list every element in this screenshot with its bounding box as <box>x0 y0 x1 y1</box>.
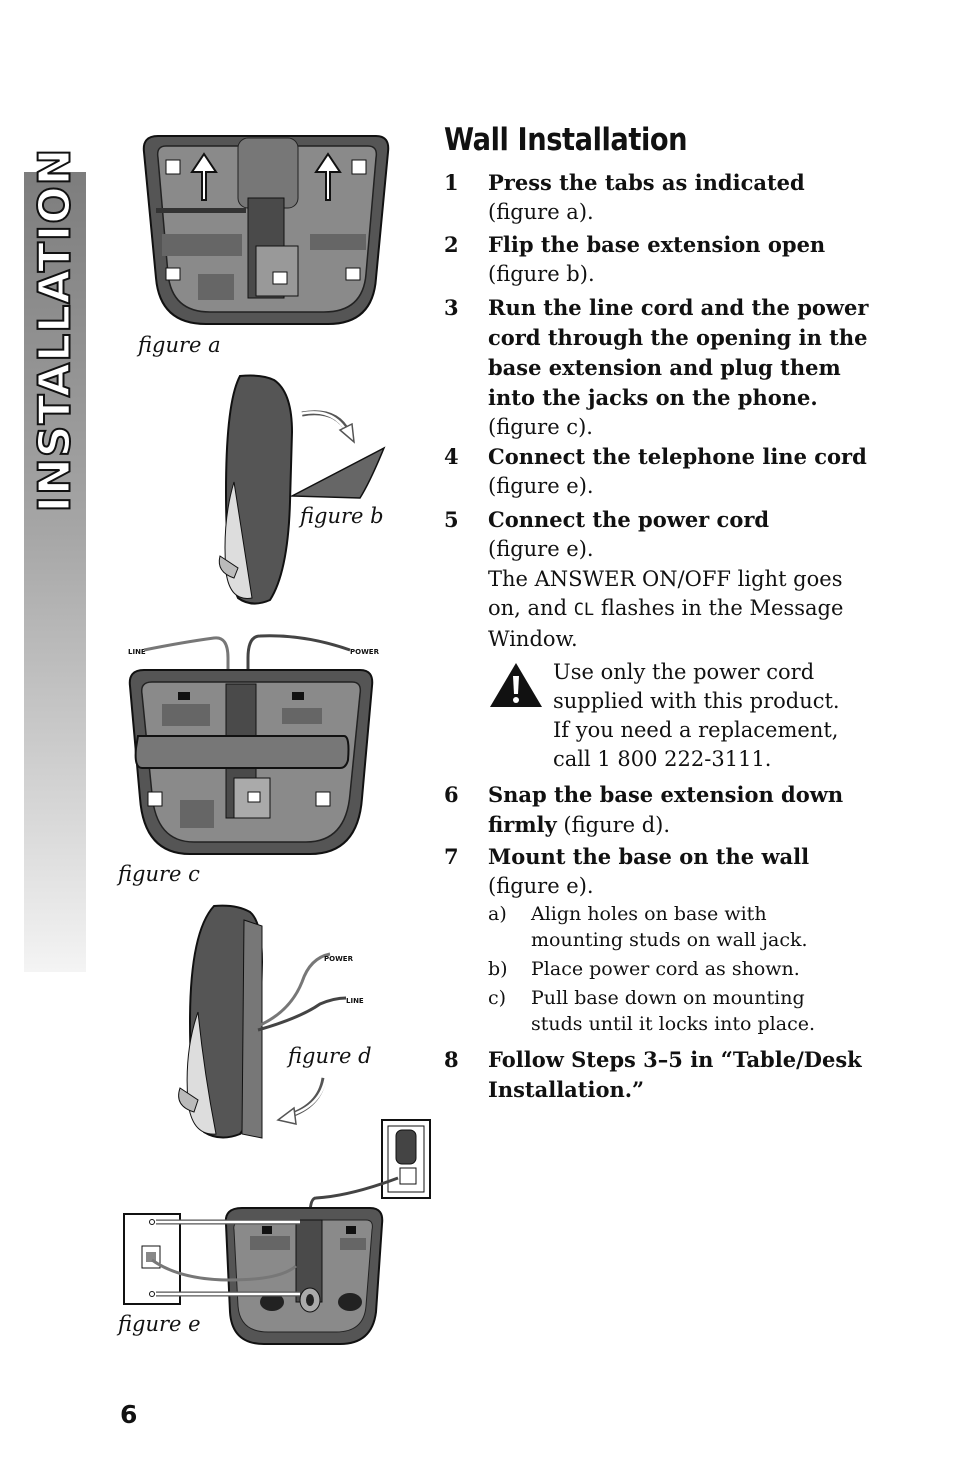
substep-a <box>488 901 838 953</box>
step-instruction: Run the line cord and the power cord through the opening in the base extension and plug them into the jacks on the phone. <box>488 295 869 410</box>
step-number: 3 <box>444 295 459 320</box>
note-text: The ANSWER ON/OFF light goes on, and <box>488 567 843 620</box>
page-number: 6 <box>120 1400 138 1429</box>
step-1 <box>444 168 884 227</box>
section-heading: Wall Installation <box>444 122 688 158</box>
step-6 <box>444 780 884 840</box>
step-instruction: Flip the base extension open <box>488 232 826 257</box>
step-4 <box>444 442 884 501</box>
step-instruction: Connect the power cord <box>488 507 770 532</box>
step-3 <box>444 293 884 442</box>
step-number: 5 <box>444 507 459 532</box>
step-number: 2 <box>444 232 459 257</box>
step-number: 6 <box>444 782 459 807</box>
figure-b-caption: figure b <box>300 504 384 528</box>
figure-a-illustration <box>138 128 396 330</box>
step-number: 7 <box>444 844 459 869</box>
substep-text: Align holes on base with mounting studs on wall jack. <box>531 903 808 951</box>
section-label: INSTALLATION <box>29 147 81 513</box>
substep-c <box>488 985 838 1037</box>
figure-a-caption: figure a <box>138 333 221 357</box>
step-number: 8 <box>444 1047 459 1072</box>
figure-c-caption: figure c <box>118 862 200 886</box>
step-number: 1 <box>444 170 459 195</box>
figure-c-power-label: POWER <box>350 648 379 656</box>
step-8 <box>444 1045 884 1105</box>
step-instruction: Mount the base on the wall <box>488 844 810 869</box>
step-5-note <box>488 565 848 654</box>
step-number: 4 <box>444 444 459 469</box>
lcd-display-text: CL <box>573 600 595 620</box>
substep-b <box>488 956 838 982</box>
step-figure-ref: (figure a). <box>488 200 594 224</box>
step-instruction: Follow Steps 3–5 in “Table/Desk Installation.” <box>488 1047 862 1102</box>
substep-text: Pull base down on mounting studs until it locks into place. <box>531 987 816 1035</box>
step-instruction: Connect the telephone line cord <box>488 444 867 469</box>
substep-letter: c) <box>488 987 507 1009</box>
substep-text: Place power cord as shown. <box>531 958 800 980</box>
step-instruction: Snap the base extension down firmly <box>488 782 844 837</box>
step-7 <box>444 842 884 901</box>
substep-letter: a) <box>488 903 507 925</box>
step-figure-ref: (figure c). <box>488 415 593 439</box>
step-5 <box>444 505 884 564</box>
figure-d-caption: figure d <box>288 1044 372 1068</box>
step-figure-ref: (figure e). <box>488 474 594 498</box>
warning-text: Use only the power cord supplied with this product. If you need a replacement, call 1 800 222-3111. <box>553 660 840 771</box>
figure-c-illustration <box>124 628 380 860</box>
step-figure-ref: (figure e). <box>488 537 594 561</box>
step-2 <box>444 230 884 289</box>
figure-b-illustration <box>212 372 388 608</box>
warning-icon <box>488 660 544 710</box>
step-instruction: Press the tabs as indicated <box>488 170 805 195</box>
note-text: flashes in the Message Window. <box>488 596 844 651</box>
figure-d-illustration <box>170 902 382 1142</box>
figure-c-line-label: LINE <box>128 648 146 656</box>
figure-d-line-label: LINE <box>346 997 364 1005</box>
step-figure-ref: (figure b). <box>488 262 595 286</box>
step-figure-ref: (figure d). <box>563 813 671 837</box>
figure-d-power-label: POWER <box>324 955 353 963</box>
substep-letter: b) <box>488 958 508 980</box>
figure-e-caption: figure e <box>118 1312 201 1336</box>
step-figure-ref: (figure e). <box>488 874 594 898</box>
